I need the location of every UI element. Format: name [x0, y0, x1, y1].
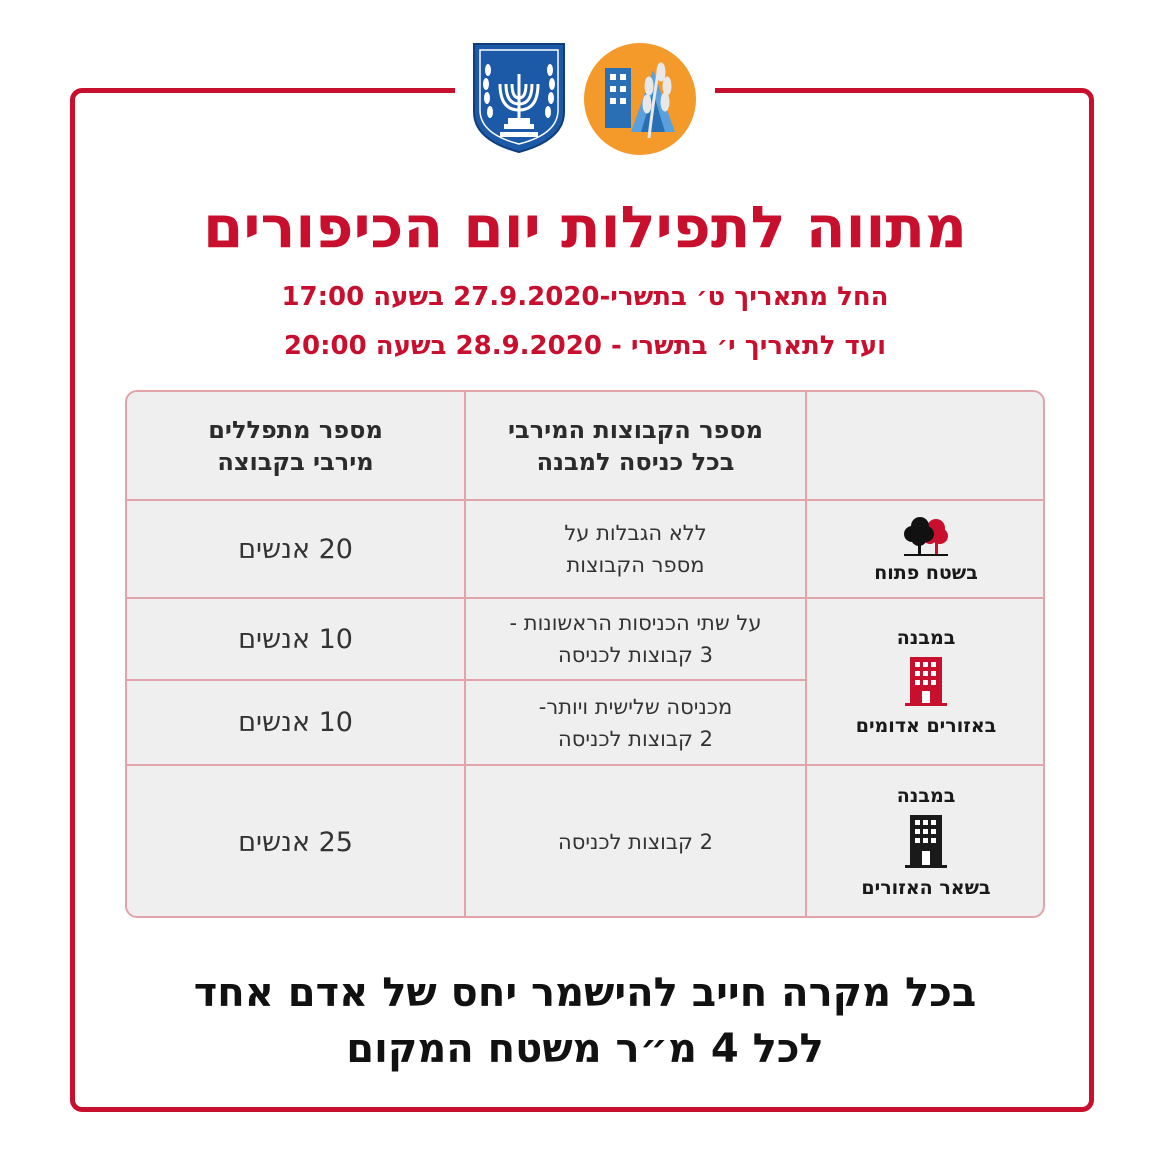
people-open-area: 20 אנשים: [238, 533, 353, 565]
groups-open-line2: מספר הקבוצות: [566, 553, 705, 577]
groups-other-line1: 2 קבוצות לכניסה: [558, 830, 713, 854]
people-red-third: 10 אנשים: [238, 707, 353, 738]
row-label-other-bottom: בשאר האזורים: [861, 877, 991, 899]
row-label-other-top: במבנה: [896, 785, 956, 807]
header-groups-line2: בכל כניסה למבנה: [536, 447, 735, 476]
header-groups: [466, 392, 805, 499]
people-other-areas: 25 אנשים: [238, 826, 353, 858]
groups-open-line1: ללא הגבלות על: [564, 521, 707, 545]
groups-red-first-line2: 3 קבוצות לכניסה: [558, 643, 713, 667]
trees-icon: [900, 514, 952, 556]
row-label-open-text: בשטח פתוח: [874, 562, 978, 584]
ministry-logo: [583, 42, 697, 156]
groups-red-first: [466, 599, 805, 679]
header-people-line1: מספר מתפללים: [208, 415, 383, 444]
header-people: [127, 392, 464, 499]
row-label-open-area: [807, 501, 1045, 597]
header-people-line2: מירבי בקבוצה: [217, 447, 374, 476]
building-red-icon: [903, 657, 949, 707]
groups-red-third-line2: 2 קבוצות לכניסה: [558, 726, 713, 751]
groups-other-areas: [466, 766, 805, 918]
israel-emblem-logo: [470, 40, 568, 155]
rules-table: [125, 390, 1045, 918]
start-date-line: החל מתאריך ט׳ בתשרי-27.9.2020 בשעה 17:00: [281, 282, 889, 312]
page-title: מתווה לתפילות יום הכיפורים: [203, 193, 967, 261]
building-dark-icon: [903, 815, 949, 869]
header-groups-line1: מספר הקבוצות המירבי: [507, 415, 764, 444]
row-label-red-areas: [807, 599, 1045, 764]
groups-open-area: [466, 501, 805, 597]
groups-red-third: [466, 681, 805, 764]
groups-red-third-line1: מכניסה שלישית ויותר-: [538, 694, 733, 719]
end-date-line: ועד לתאריך י׳ בתשרי - 28.9.2020 בשעה 20:00: [283, 331, 887, 361]
row-label-red-top: במבנה: [896, 626, 956, 649]
footer-line1: בכל מקרה חייב להישמר יחס של אדם אחד: [193, 970, 977, 1016]
groups-red-first-line1: על שתי הכניסות הראשונות -: [509, 611, 762, 635]
row-label-other-areas: [807, 766, 1045, 918]
row-label-red-bottom: באזורים אדומים: [855, 714, 997, 737]
footer-line2: לכל 4 מ״ר משטח המקום: [346, 1026, 824, 1072]
people-red-first: 10 אנשים: [238, 623, 353, 655]
